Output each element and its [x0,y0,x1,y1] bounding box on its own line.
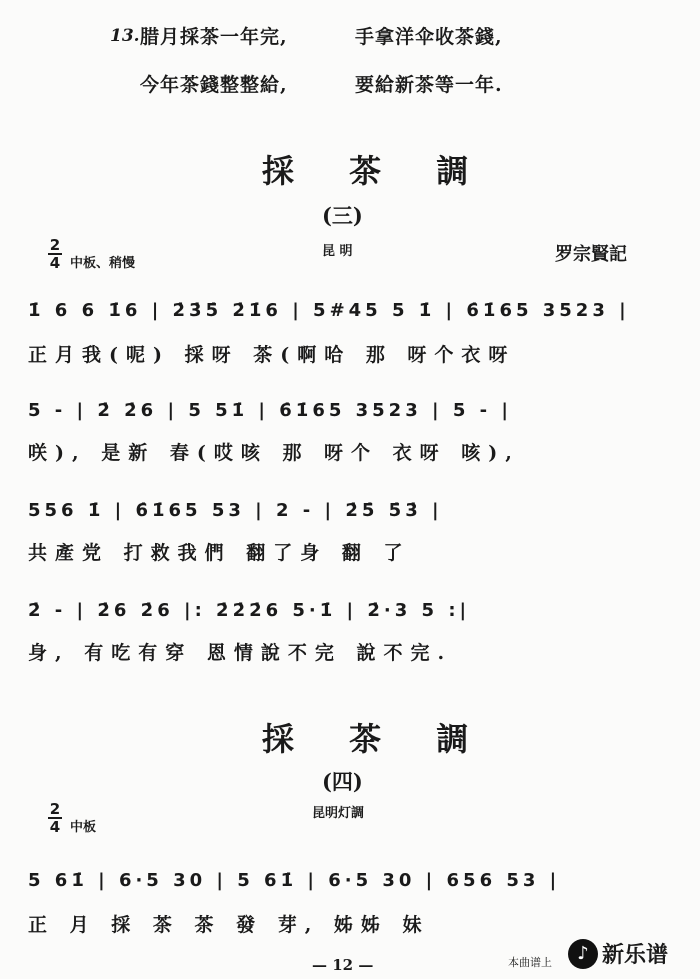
region-label: 昆明灯調 [312,806,365,821]
site-prefix: 本曲谱上 [508,956,552,969]
verse-line: 今年茶錢整整給, [140,74,288,96]
time-signature [48,802,62,834]
lyric-line: 咲), 是新 春(哎咳 那 呀个 衣呀 咳), [28,442,520,464]
tempo-marking: 中板 [70,820,97,835]
song-number: (三) [322,203,363,228]
song-number: (四) [322,769,363,794]
logo-text: 新乐谱 [602,943,669,968]
notation-line: 5 - | 2̇ 2̇6 | 5 51̇ | 6̇1̇65 3523 | 5 - | [28,400,512,421]
time-signature [48,238,62,270]
time-top: 2 [49,236,61,254]
lyric-line: 身, 有吃有穿 恩情說不完 說不完. [28,642,453,664]
time-bottom: 4 [49,818,61,836]
music-note-icon: ♪ [568,939,598,969]
verse-number: 13. [110,26,140,46]
page-number: — 12 — [312,956,374,974]
region-label: 昆 明 [322,244,353,259]
lyric-line: 正 月 採 茶 茶 發 芽, 姊姊 妹 [28,914,430,936]
notation-line: 1̇ 6 6 1̇6 | 2̇3̇5̇ 2̇1̇6 | 5#45 5 1̇ | 6̇1̇65 3523 | [28,300,630,321]
tempo-marking: 中板、稍慢 [70,256,136,271]
lyric-line: 正月我(呢) 採呀 茶(啊哈 那 呀个衣呀 [28,344,516,366]
verse-line: 要給新茶等一年. [355,74,503,96]
song-title: 採 茶 調 [262,720,491,758]
time-bottom: 4 [49,254,61,272]
verse-line: 手拿洋伞收茶錢, [355,26,503,48]
song-title: 採 茶 調 [262,152,491,190]
notation-line: 556 1̇ | 6̇1̇65 53 | 2 - | 2̇5̇ 5̇3̇ | [28,500,443,521]
lyric-line: 共產党 打救我們 翻了身 翻 了 [28,542,411,564]
notation-line: 5 61̇ | 6·5 30 | 5 61̇ | 6·5 30 | 656 53 | [28,870,561,891]
site-logo [568,938,668,969]
collector-credit: 罗宗賢記 [555,244,627,265]
time-top: 2 [49,800,61,818]
verse-line: 腊月採茶一年完, [140,26,288,48]
notation-line: 2̇ - | 2̇6 2̇6 |: 2̇2̇2̇6 5·1̇ | 2̇·3 5 :| [28,600,471,621]
